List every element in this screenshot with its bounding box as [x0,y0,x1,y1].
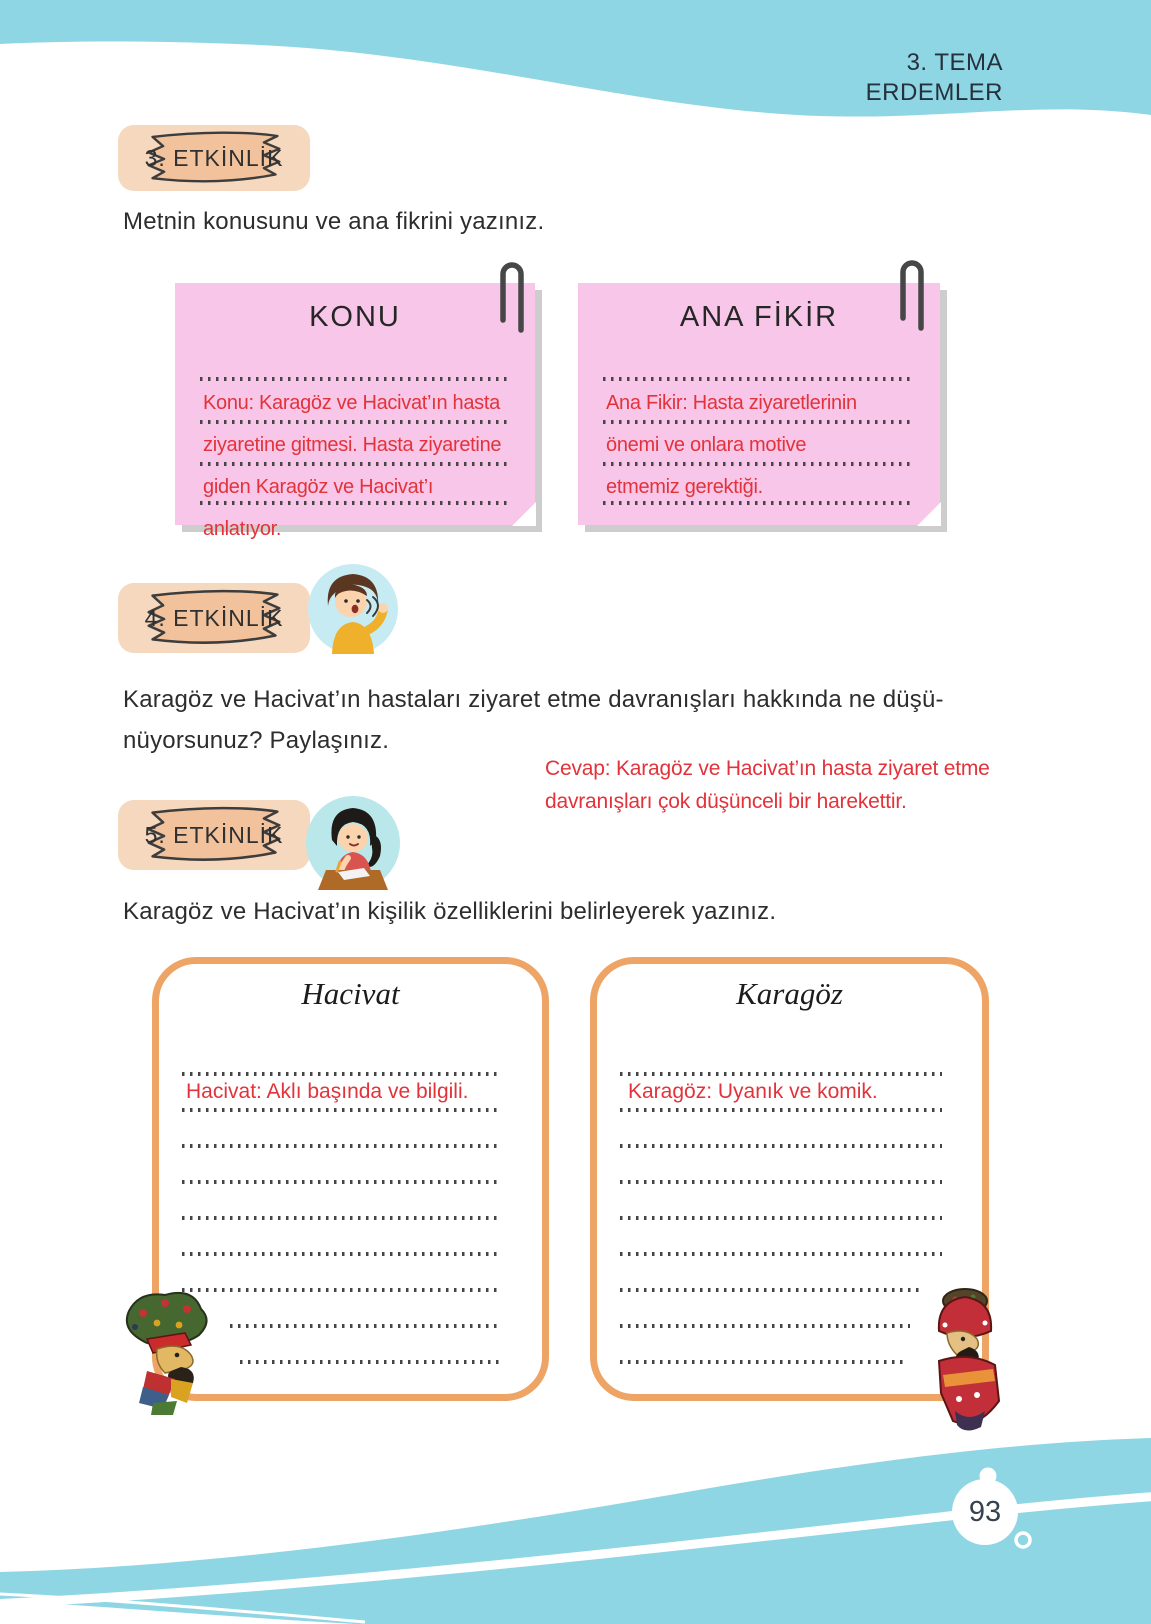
dotted-line [620,1216,942,1220]
activity4-prompt-line2: nüyorsunuz? Paylaşınız. [123,727,390,754]
ana-fikir-card-title: ANA FİKİR [679,301,839,333]
girl-writing-icon [306,796,400,890]
dotted-line [620,1180,942,1184]
dotted-line [182,1252,502,1256]
activity5-badge-label: 5. ETKİNLİK [144,821,284,848]
dotted-line [620,1360,905,1364]
dotted-line [620,1144,942,1148]
activity4-prompt-line1: Karagöz ve Hacivat’ın hastaları ziyaret etme davranışları hakkında ne düşü- [123,686,944,713]
page-number: 93 [968,1495,1002,1528]
dotted-line [620,1072,942,1076]
dotted-line [620,1252,942,1256]
paperclip-icon [496,258,530,334]
dotted-line [620,1288,920,1292]
karagoz-box-title: Karagöz [736,976,843,1011]
theme-number: 3. TEMA [906,49,1003,76]
konu-answer-line: giden Karagöz ve Hacivat’ı [203,476,434,498]
dotted-line [182,1216,502,1220]
dotted-line [182,1180,502,1184]
theme-name: ERDEMLER [865,79,1003,106]
card-corner-fold [512,502,536,526]
konu-answer-line: anlatıyor. [203,518,282,540]
activity4-answer [545,752,990,818]
activity5-badge [118,800,310,870]
dotted-line [603,377,915,381]
ana-fikir-answer-line: önemi ve onlara motive [606,434,807,456]
boy-speaking-icon [308,564,398,654]
dotted-line [182,1108,502,1112]
activity3-badge-label: 3. ETKİNLİK [144,144,284,171]
konu-answer-line: ziyaretine gitmesi. Hasta ziyaretine [203,434,502,456]
ana-fikir-answer [606,382,857,508]
karagoz-puppet-image [113,1283,235,1415]
dotted-line [240,1360,502,1364]
dotted-line [230,1324,502,1328]
ana-fikir-answer-line: etmemiz gerektiği. [606,476,763,498]
activity4-badge-label: 4. ETKİNLİK [144,604,284,631]
dotted-line [182,1144,502,1148]
hacivat-puppet-image [903,1283,1031,1431]
page-number-badge [952,1479,1018,1545]
konu-answer-line: Konu: Karagöz ve Hacivat’ın hasta [203,392,500,414]
hacivat-box-title: Hacivat [301,976,400,1011]
activity5-prompt: Karagöz ve Hacivat’ın kişilik özelliklerini belirleyerek yazınız. [123,898,777,925]
dotted-line [620,1108,942,1112]
hacivat-answer: Hacivat: Aklı başında ve bilgili. [186,1080,469,1103]
paperclip-icon [896,256,930,332]
activity4-answer-line: Cevap: Karagöz ve Hacivat’ın hasta ziyaret etme [545,757,990,780]
dotted-line [200,377,510,381]
dotted-line [620,1324,910,1328]
activity3-prompt: Metnin konusunu ve ana fikrini yazınız. [123,208,545,235]
konu-card-title: KONU [309,301,401,333]
theme-title [866,48,1003,108]
karagoz-answer: Karagöz: Uyanık ve komik. [628,1080,878,1103]
card-corner-fold [917,502,941,526]
dotted-line [182,1072,502,1076]
activity4-answer-line: davranışları çok düşünceli bir harekettir. [545,790,907,813]
ana-fikir-answer-line: Ana Fikir: Hasta ziyaretlerinin [606,392,857,414]
activity3-badge [118,125,310,191]
activity4-badge [118,583,310,653]
konu-answer [203,382,501,550]
